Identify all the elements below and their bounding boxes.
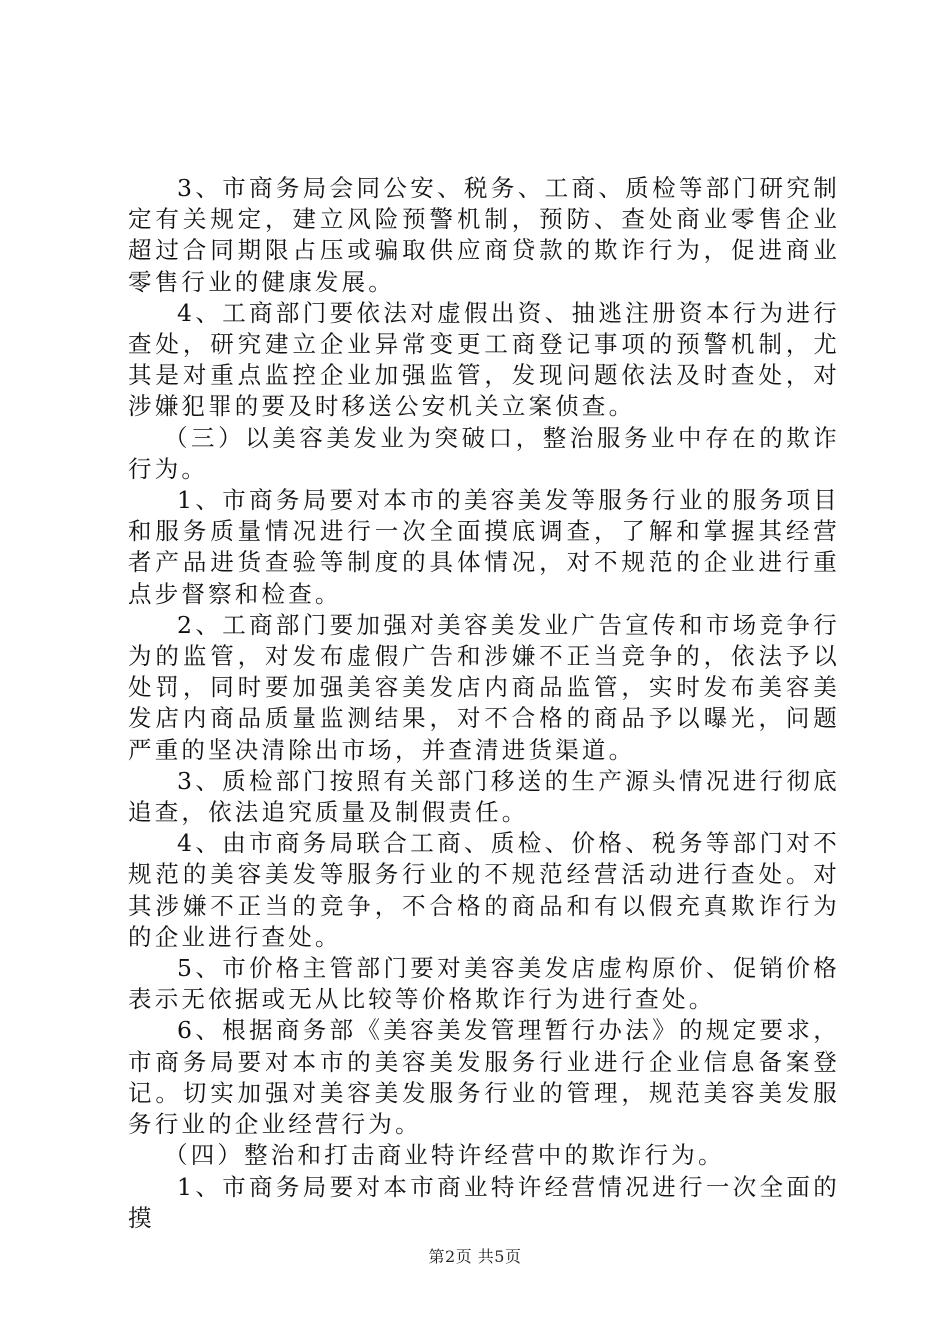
section-heading-4: （四）整治和打击商业特许经营中的欺诈行为。 [164,1141,725,1170]
page-footer: 第2页 共5页 [428,1247,522,1266]
paragraph-item-6: 6、根据商务部《美容美发管理暂行办法》的规定要求，市商务局要对本市的美容美发服务行业进行企业信息备案登记。切实加强对美容美发服务行业的管理，规范美容美发服务行业的企业经营行为。 [128,1016,840,1139]
paragraph-item-3b: 3、质检部门按照有关部门移送的生产源头情况进行彻底追查，依法追究质量及制假责任。 [128,766,840,827]
paragraph-item-1: 1、市商务局要对本市的美容美发等服务行业的服务项目和服务质量情况进行一次全面摸底调查，了解和掌握其经营者产品进货查验等制度的具体情况，对不规范的企业进行重点步督察和检查。 [128,486,840,608]
paragraph-item-4b: 4、由市商务局联合工商、质检、价格、税务等部门对不规范的美容美发等服务行业的不规范经营活动进行查处。对其涉嫌不正当的竞争，不合格的商品和有以假充真欺诈行为的企业进行查处。 [128,829,840,951]
section-heading-3: （三）以美容美发业为突破口，整治服务业中存在的欺诈行为。 [128,423,840,483]
paragraph-item-3: 3、市商务局会同公安、税务、工商、质检等部门研究制定有关规定，建立风险预警机制，预防、查处商业零售企业超过合同期限占压或骗取供应商贷款的欺诈行为，促进商业零售行业的健康发展。 [128,174,840,296]
paragraph-item-1b: 1、市商务局要对本市商业特许经营情况进行一次全面的摸 [128,1172,840,1232]
paragraph-item-2: 2、工商部门要加强对美容美发业广告宣传和市场竞争行为的监管，对发布虚假广告和涉嫌不正当竞争的，依法予以处罚，同时要加强美容美发店内商品监管，实时发布美容美发店内商品质量监测结果，对不合格的商品予以曝光，问题严重的坚决清除出市场，并查清进货渠道。 [128,610,840,764]
paragraph-item-5: 5、市价格主管部门要对美容美发店虚构原价、促销价格表示无依据或无从比较等价格欺诈行为进行查处。 [128,954,840,1014]
document-body [128,173,840,1234]
paragraph-item-4: 4、工商部门要依法对虚假出资、抽逃注册资本行为进行查处，研究建立企业异常变更工商登记事项的预警机制，尤其是对重点监控企业加强监管，发现问题依法及时查处，对涉嫌犯罪的要及时移送公安机关立案侦查。 [128,298,840,421]
